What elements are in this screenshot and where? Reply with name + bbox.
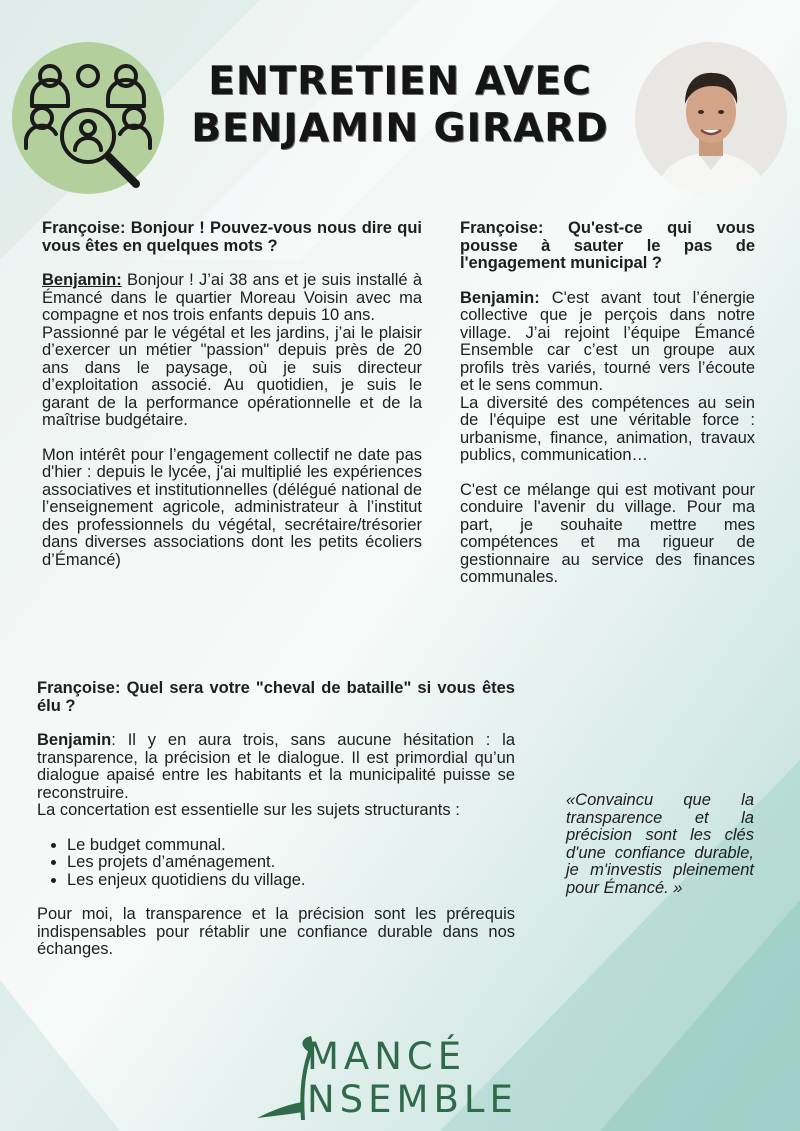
portrait-photo xyxy=(635,42,787,194)
interview-section-3 xyxy=(37,680,515,959)
answer-2-paragraph-1: Benjamin: C'est avant tout l’énergie collective que je perçois dans notre village. J’ai rejoint l’équipe Émancé Ensemble car c’est un groupe aux profils très variés, tourné vers l’écoute et le sens commun. xyxy=(460,288,755,394)
logo-line-2: NSEMBLE xyxy=(307,1078,518,1121)
list-item: • Le budget communal. xyxy=(67,837,515,855)
answer-3-paragraph-2: La concertation est essentielle sur les sujets structurants : xyxy=(37,801,460,819)
answer-1-paragraph-2: Passionné par le végétal et les jardins, j’ai le plaisir d’exercer un métier "passion" depuis près de 20 ans dans le paysage, où je suis directeur d’exploitation associé. Au quotidien, je suis le garant de la performance opérationnelle et de la maîtrise budgétaire. xyxy=(42,323,422,429)
answer-2-paragraph-2: La diversité des compétences au sein de l'équipe est une véritable force : urbanisme, finance, animation, travaux publics, communication… xyxy=(460,393,755,464)
speaker-name: Benjamin: xyxy=(42,271,122,289)
interview-section-1 xyxy=(42,220,422,569)
speaker-name: Benjamin: xyxy=(460,288,540,307)
question-2: Françoise: Qu'est-ce qui vous pousse à sauter le pas de l'engagement municipal ? xyxy=(460,219,755,272)
page-title xyxy=(168,58,632,152)
answer-3-paragraph-3: Pour moi, la transparence et la précision sont les prérequis indispensables pour rétablir une confiance durable dans nos échanges. xyxy=(37,905,515,958)
leaf-icon xyxy=(255,1032,315,1122)
answer-1-paragraph-3: Mon intérêt pour l’engagement collectif ne date pas d'hier : depuis le lycée, j'ai multiplié les expériences associatives et institutionnelles (délégué national de l’enseignement agricole, administrateur à l’institut des professionnels du végétal, secrétaire/trésorier dans diverses associations dont les petits écoliers d’Émancé) xyxy=(42,445,422,569)
question-3: Françoise: Quel sera votre "cheval de bataille" si vous êtes élu ? xyxy=(37,679,515,715)
topics-list xyxy=(37,837,515,890)
logo-line-1: MANCÉ xyxy=(307,1035,467,1078)
interview-section-2 xyxy=(460,220,755,587)
answer-1-paragraph-1: Benjamin: Bonjour ! J’ai 38 ans et je suis installé à Émancé dans le quartier Moreau Voisin avec ma compagne et nos trois enfants depuis 10 ans. xyxy=(42,271,422,324)
answer-2-paragraph-3: C'est ce mélange qui est motivant pour conduire l'avenir du village. Pour ma part, je souhaite mettre mes compétences et ma rigueur de gestionnaire au service des finances communales. xyxy=(460,480,755,586)
pull-quote: «Convaincu que la transparence et la précision sont les clés d'une confiance durable, je m'investis pleinement pour Émancé. » xyxy=(566,791,754,897)
list-item: • Les projets d’aménagement. xyxy=(67,854,515,872)
list-item: • Les enjeux quotidiens du village. xyxy=(67,872,515,890)
title-line-2: BENJAMIN GIRARD xyxy=(191,106,609,151)
question-1: Françoise: Bonjour ! Pouvez-vous nous dire qui vous êtes en quelques mots ? xyxy=(42,219,422,255)
answer-3-paragraph-1: Benjamin: Il y en aura trois, sans aucune hésitation : la transparence, la précision et le dialogue. Il est primordial qu’un dialogue apaisé entre les habitants et la municipalité puisse se reconstruire. xyxy=(37,731,515,802)
speaker-name: Benjamin xyxy=(37,731,112,749)
emance-ensemble-logo xyxy=(255,1032,555,1122)
title-line-1: ENTRETIEN AVEC xyxy=(208,59,592,104)
people-search-icon xyxy=(12,42,164,194)
